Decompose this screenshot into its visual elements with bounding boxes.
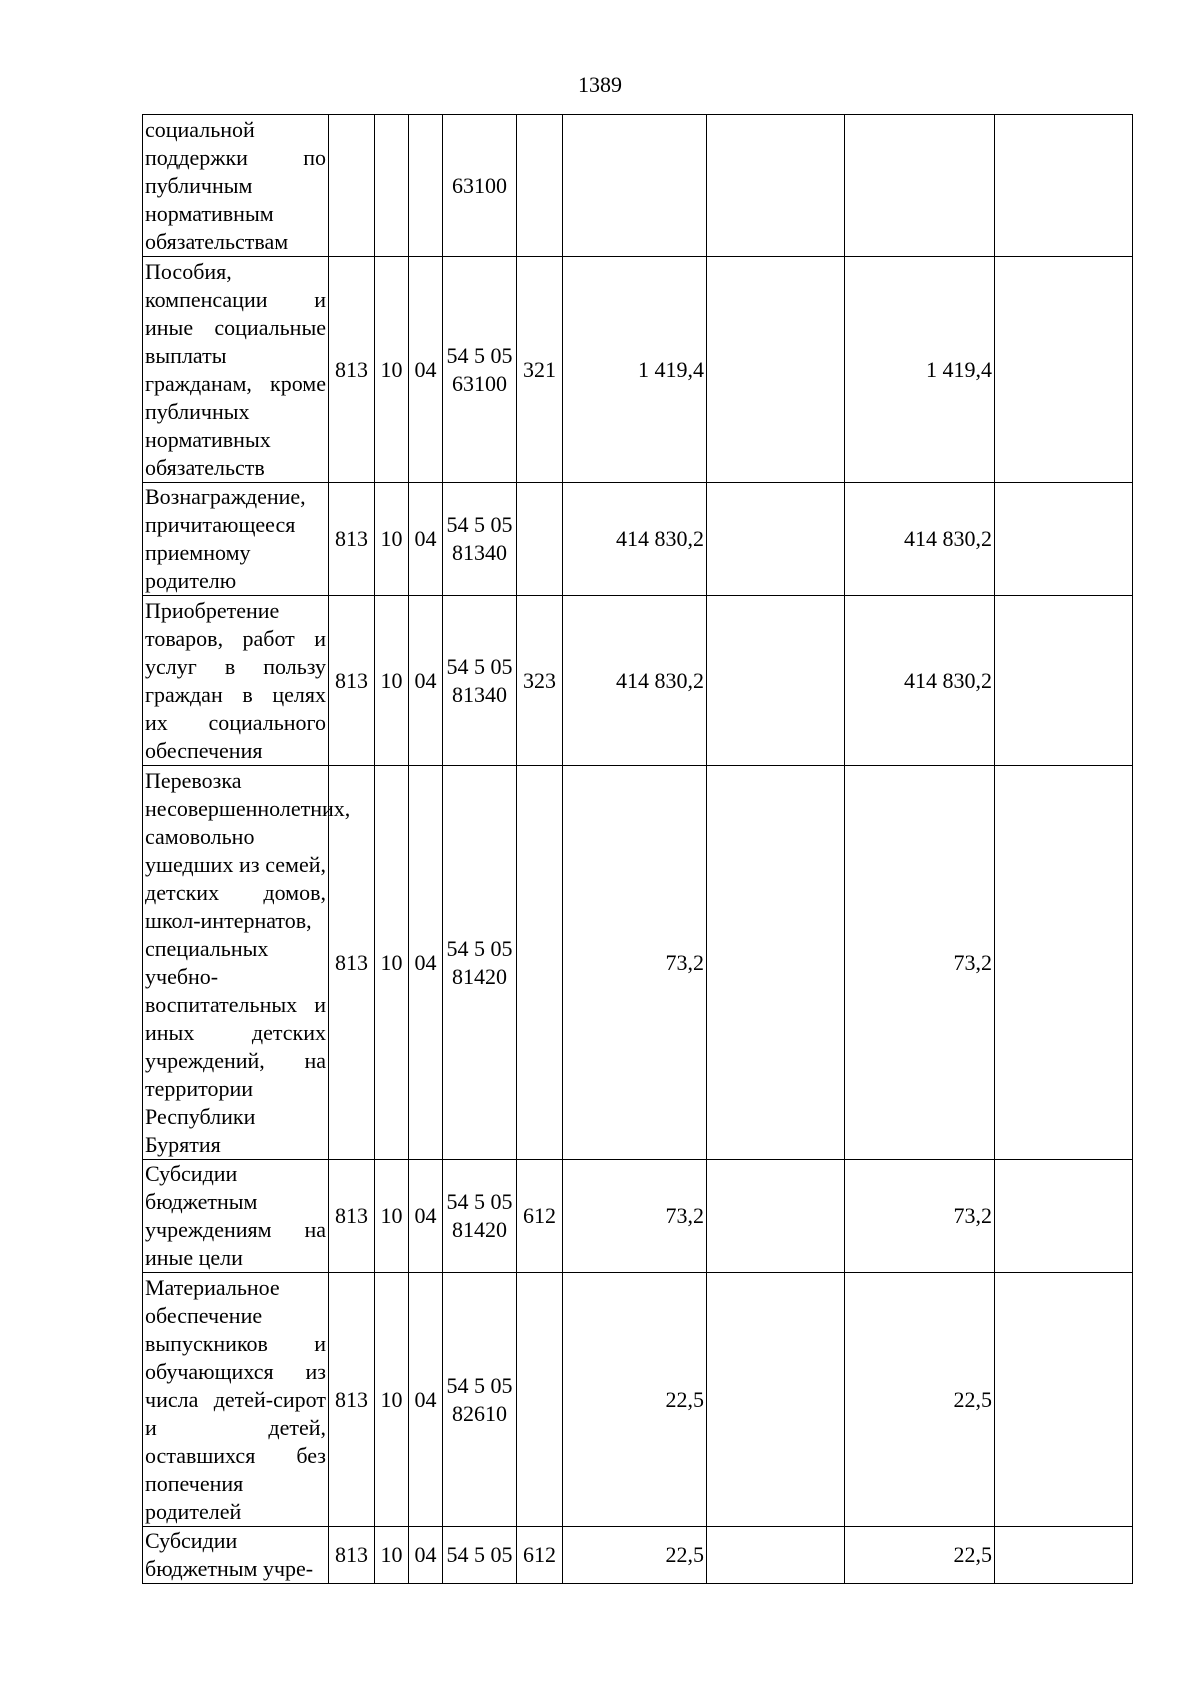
table-row — [143, 1273, 1133, 1527]
amount-cell-2 — [707, 1273, 845, 1527]
subsection-cell: 04 — [409, 257, 443, 483]
grbs-cell — [329, 115, 375, 257]
table-row — [143, 257, 1133, 483]
table-row — [143, 766, 1133, 1160]
amount-cell-2 — [707, 115, 845, 257]
expense-type-cell: 612 — [517, 1527, 563, 1584]
table-row — [143, 1527, 1133, 1584]
amount-cell-4 — [995, 1160, 1133, 1273]
amount-cell-3: 414 830,2 — [845, 596, 995, 766]
amount-cell-2 — [707, 1527, 845, 1584]
amount-cell-2 — [707, 483, 845, 596]
amount-cell-3: 73,2 — [845, 1160, 995, 1273]
amount-cell-3 — [845, 115, 995, 257]
amount-cell-2 — [707, 766, 845, 1160]
section-cell: 10 — [375, 1527, 409, 1584]
target-article-cell: 54 5 05 81420 — [443, 766, 517, 1160]
amount-cell-4 — [995, 1273, 1133, 1527]
expense-type-cell: 323 — [517, 596, 563, 766]
section-cell: 10 — [375, 766, 409, 1160]
amount-cell-4 — [995, 766, 1133, 1160]
amount-cell-1: 22,5 — [563, 1527, 707, 1584]
section-cell: 10 — [375, 596, 409, 766]
table-row — [143, 596, 1133, 766]
amount-cell-4 — [995, 115, 1133, 257]
subsection-cell: 04 — [409, 1273, 443, 1527]
subsection-cell: 04 — [409, 766, 443, 1160]
subsection-cell — [409, 115, 443, 257]
amount-cell-3: 73,2 — [845, 766, 995, 1160]
row-name-cell: Приобретение товаров, работ и услуг в пользу граждан в целях их социального обеспечения — [143, 596, 329, 766]
table-row — [143, 1160, 1133, 1273]
row-name-cell: Вознаграждение, причитающееся приемному родителю — [143, 483, 329, 596]
section-cell — [375, 115, 409, 257]
expense-type-cell — [517, 483, 563, 596]
row-name-cell: Материальное обеспечение выпускников и обучающихся из числа детей-сирот и детей, оставшихся без попечения родителей — [143, 1273, 329, 1527]
expense-type-cell — [517, 115, 563, 257]
amount-cell-4 — [995, 1527, 1133, 1584]
grbs-cell: 813 — [329, 483, 375, 596]
target-article-cell: 63100 — [443, 115, 517, 257]
amount-cell-1: 73,2 — [563, 1160, 707, 1273]
target-article-cell: 54 5 05 81420 — [443, 1160, 517, 1273]
row-name-cell: социальной поддержки по публичным нормативным обязательствам — [143, 115, 329, 257]
grbs-cell: 813 — [329, 1273, 375, 1527]
amount-cell-4 — [995, 483, 1133, 596]
expense-type-cell — [517, 766, 563, 1160]
amount-cell-4 — [995, 257, 1133, 483]
grbs-cell: 813 — [329, 257, 375, 483]
row-name-cell: Пособия, компенсации и иные социальные выплаты гражданам, кроме публичных нормативных обязательств — [143, 257, 329, 483]
grbs-cell: 813 — [329, 596, 375, 766]
amount-cell-3: 414 830,2 — [845, 483, 995, 596]
budget-table — [142, 114, 1133, 1584]
section-cell: 10 — [375, 1273, 409, 1527]
subsection-cell: 04 — [409, 483, 443, 596]
amount-cell-4 — [995, 596, 1133, 766]
target-article-cell: 54 5 05 82610 — [443, 1273, 517, 1527]
table-row — [143, 483, 1133, 596]
expense-type-cell: 321 — [517, 257, 563, 483]
amount-cell-1: 414 830,2 — [563, 483, 707, 596]
amount-cell-2 — [707, 257, 845, 483]
page-number: 1389 — [578, 72, 622, 97]
amount-cell-1: 414 830,2 — [563, 596, 707, 766]
grbs-cell: 813 — [329, 766, 375, 1160]
expense-type-cell — [517, 1273, 563, 1527]
amount-cell-2 — [707, 596, 845, 766]
row-name-cell: Перевозка несовершеннолетних, самовольно ушедших из семей, детских домов, школ-интернатов, специальных учебно-воспитательных и иных детских учреждений, на территории Республики Бурятия — [143, 766, 329, 1160]
amount-cell-3: 22,5 — [845, 1273, 995, 1527]
section-cell: 10 — [375, 257, 409, 483]
amount-cell-2 — [707, 1160, 845, 1273]
target-article-cell: 54 5 05 — [443, 1527, 517, 1584]
amount-cell-1 — [563, 115, 707, 257]
row-name-cell: Субсидии бюджетным учреждениям на иные цели — [143, 1160, 329, 1273]
amount-cell-3: 22,5 — [845, 1527, 995, 1584]
subsection-cell: 04 — [409, 1160, 443, 1273]
amount-cell-3: 1 419,4 — [845, 257, 995, 483]
target-article-cell: 54 5 05 81340 — [443, 596, 517, 766]
grbs-cell: 813 — [329, 1160, 375, 1273]
amount-cell-1: 1 419,4 — [563, 257, 707, 483]
section-cell: 10 — [375, 483, 409, 596]
grbs-cell: 813 — [329, 1527, 375, 1584]
subsection-cell: 04 — [409, 596, 443, 766]
target-article-cell: 54 5 05 63100 — [443, 257, 517, 483]
amount-cell-1: 22,5 — [563, 1273, 707, 1527]
section-cell: 10 — [375, 1160, 409, 1273]
table-row — [143, 115, 1133, 257]
amount-cell-1: 73,2 — [563, 766, 707, 1160]
row-name-cell: Субсидии бюджетным учре- — [143, 1527, 329, 1584]
expense-type-cell: 612 — [517, 1160, 563, 1273]
subsection-cell: 04 — [409, 1527, 443, 1584]
target-article-cell: 54 5 05 81340 — [443, 483, 517, 596]
